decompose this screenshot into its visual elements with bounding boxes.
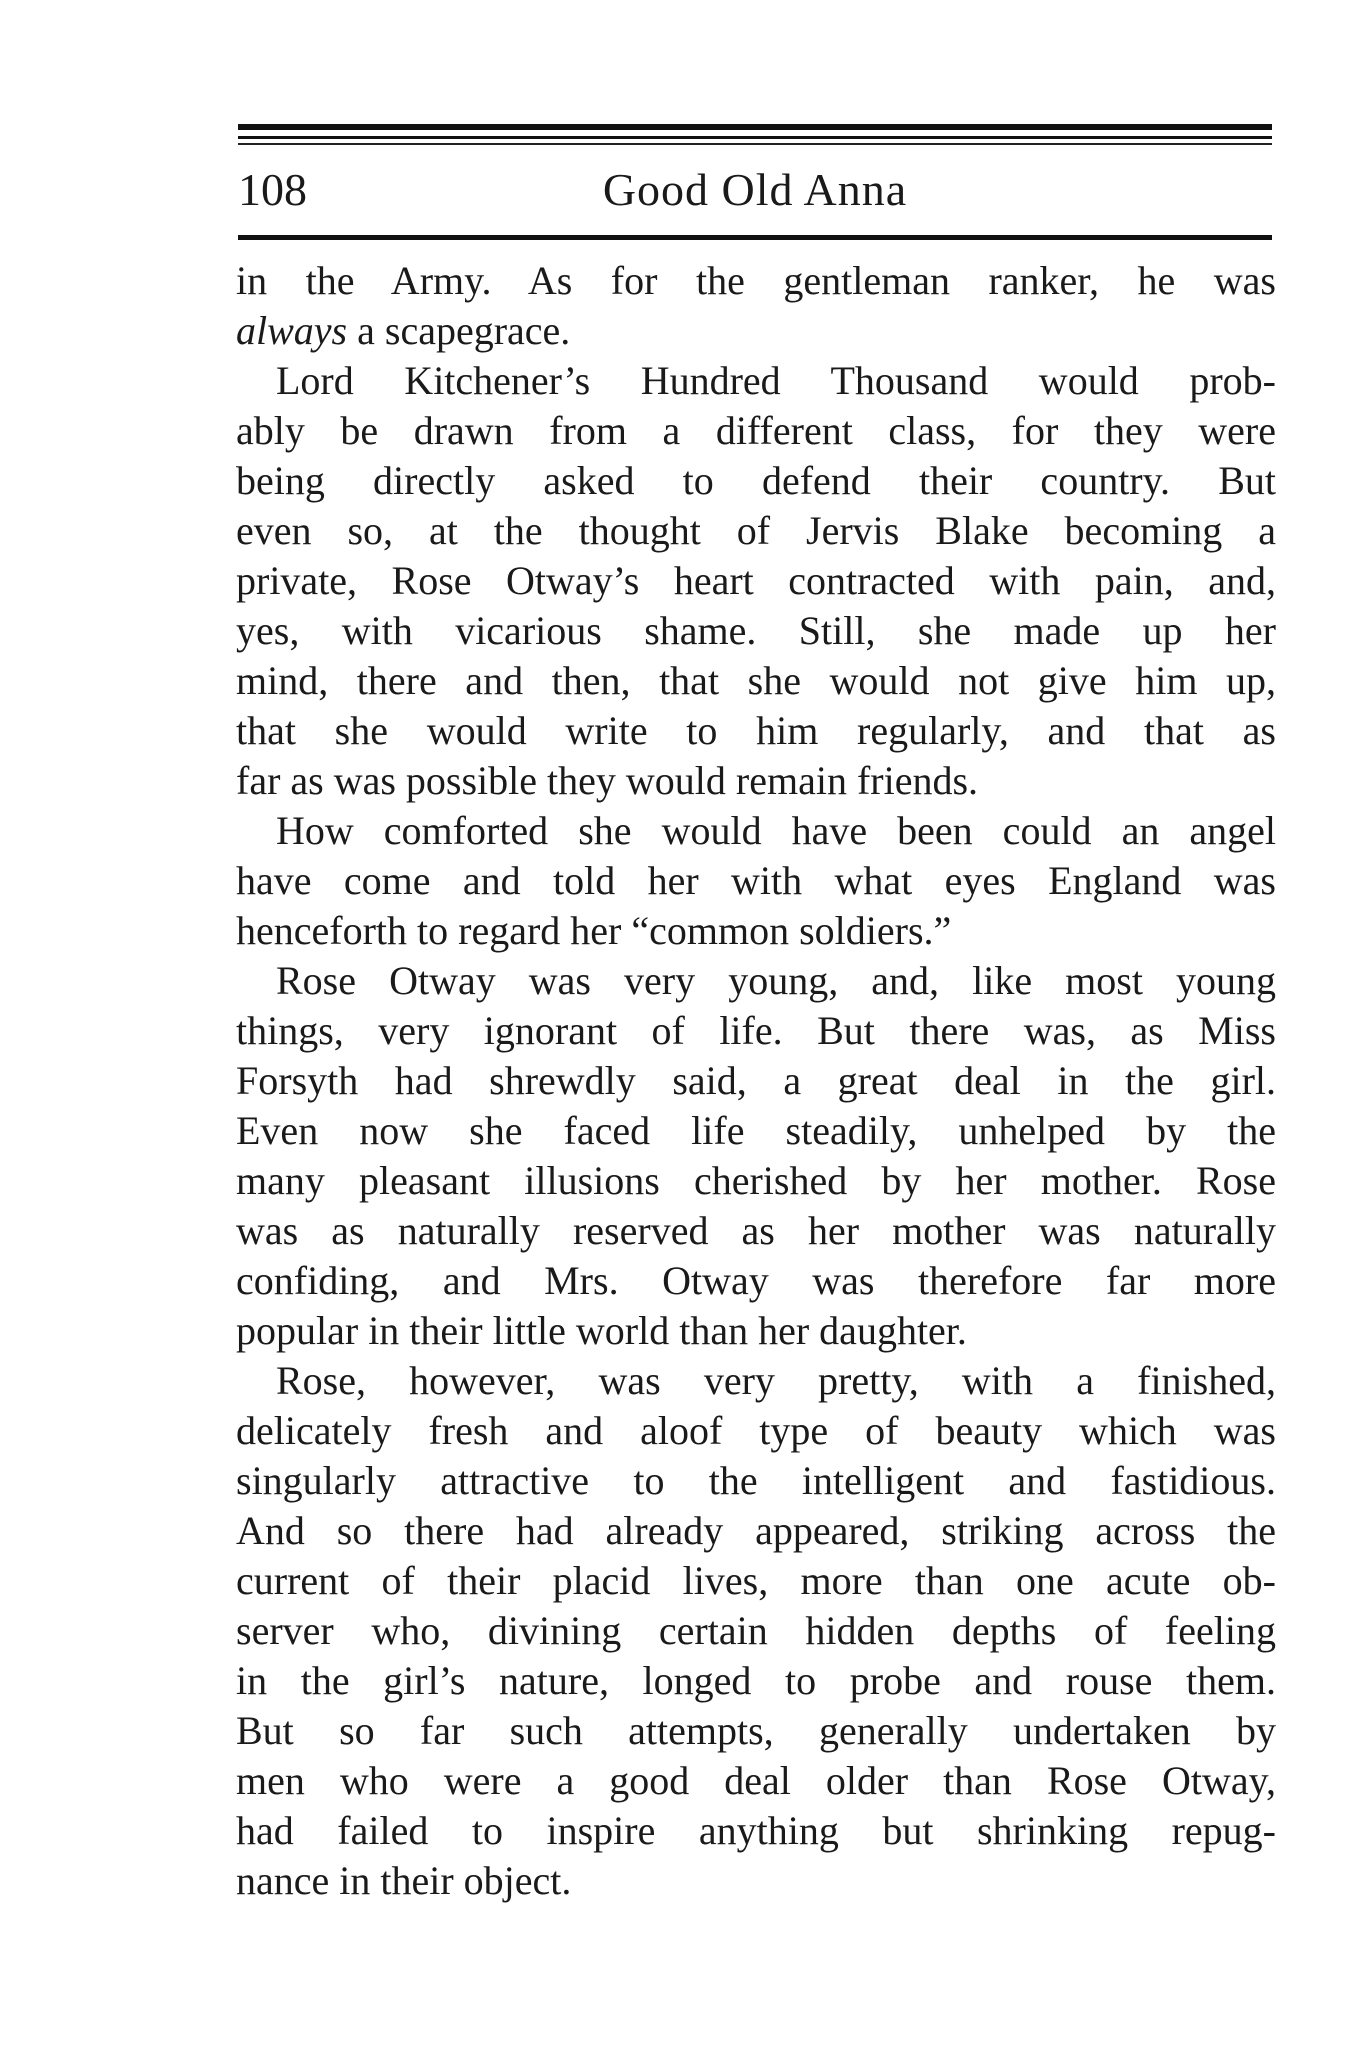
text-line: men who were a good deal older than Rose Otway, — [236, 1758, 1276, 1803]
text-line: Rose Otway was very young, and, like most young — [276, 958, 1276, 1003]
header-rule-thick — [238, 124, 1272, 130]
text-line: that she would write to him regularly, and that as — [236, 708, 1276, 753]
text-line: Rose, however, was very pretty, with a finished, — [276, 1358, 1276, 1403]
text-line: current of their placid lives, more than one acute ob- — [236, 1558, 1276, 1603]
text-line: had failed to inspire anything but shrinking repug- — [236, 1808, 1276, 1853]
text-line: singularly attractive to the intelligent and fastidious. — [236, 1458, 1276, 1503]
body-text — [236, 256, 1276, 1906]
text-line: popular in their little world than her daughter. — [236, 1308, 967, 1353]
header-rule-thin — [238, 143, 1272, 145]
text-line: ably be drawn from a different class, for they were — [236, 408, 1276, 453]
text-line: in the girl’s nature, longed to probe and rouse them. — [236, 1658, 1276, 1703]
text-line: always a scapegrace. — [236, 308, 571, 353]
italic-word: always — [236, 308, 348, 353]
text-line: mind, there and then, that she would not give him up, — [236, 658, 1276, 703]
text-line: How comforted she would have been could an angel — [276, 808, 1276, 853]
text-line: have come and told her with what eyes England was — [236, 858, 1276, 903]
text-line: Even now she faced life steadily, unhelped by the — [236, 1108, 1276, 1153]
running-title: Good Old Anna — [602, 164, 908, 215]
text-line: in the Army. As for the gentleman ranker, he was — [236, 258, 1276, 303]
text-line: yes, with vicarious shame. Still, she made up her — [236, 608, 1276, 653]
running-header — [238, 158, 1272, 222]
text-line: many pleasant illusions cherished by her mother. Rose — [236, 1158, 1276, 1203]
header-rule-double — [238, 136, 1272, 139]
page-number: 108 — [238, 164, 307, 215]
text-line: Forsyth had shrewdly said, a great deal in the girl. — [236, 1058, 1276, 1103]
text-line: delicately fresh and aloof type of beauty which was — [236, 1408, 1276, 1453]
text-line: Lord Kitchener’s Hundred Thousand would prob- — [276, 358, 1276, 403]
text-line: confiding, and Mrs. Otway was therefore far more — [236, 1258, 1276, 1303]
text-line: far as was possible they would remain friends. — [236, 758, 979, 803]
text-line: even so, at the thought of Jervis Blake becoming a — [236, 508, 1276, 553]
text-line: being directly asked to defend their country. But — [236, 458, 1276, 503]
text-line: nance in their object. — [236, 1858, 572, 1903]
text-line: henceforth to regard her “common soldiers.” — [236, 908, 952, 953]
text-line: private, Rose Otway’s heart contracted with pain, and, — [236, 558, 1276, 603]
text-line: server who, divining certain hidden depths of feeling — [236, 1608, 1276, 1653]
header-rule-bottom — [238, 235, 1272, 240]
text-line: And so there had already appeared, striking across the — [236, 1508, 1276, 1553]
text-line: things, very ignorant of life. But there was, as Miss — [236, 1008, 1276, 1053]
text-line: was as naturally reserved as her mother was naturally — [236, 1208, 1276, 1253]
text-line: But so far such attempts, generally undertaken by — [236, 1708, 1276, 1753]
